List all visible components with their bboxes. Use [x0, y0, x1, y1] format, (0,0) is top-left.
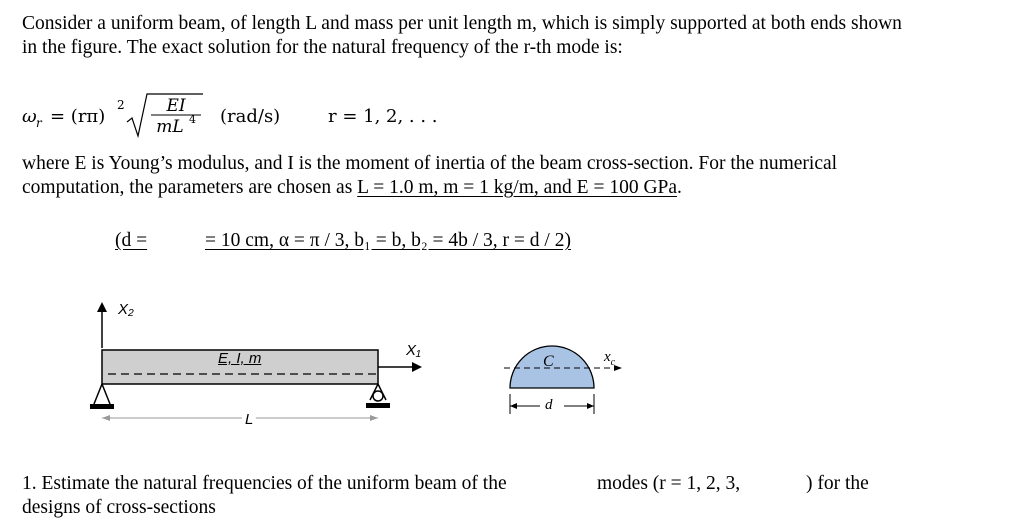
paragraph-2-line-2: [22, 176, 682, 200]
question-1-line-1-a: 1. Estimate the natural frequencies of the uniform beam of the: [22, 473, 507, 494]
parameter-values: L = 1.0 m, m = 1 kg/m, and E = 100 GPa: [357, 177, 678, 198]
paragraph-2-prefix: computation, the parameters are chosen as: [22, 177, 358, 198]
formula-unit: (rad/s): [220, 106, 281, 127]
length-label: L: [242, 411, 256, 428]
params-open: (d =: [115, 230, 148, 251]
formula-den-sup: 4: [189, 113, 196, 126]
width-label: d: [545, 397, 553, 413]
question-1-line-1-b: modes (r = 1, 2, 3,: [597, 473, 741, 494]
x1-label: X₁: [406, 342, 421, 359]
xc-label-sub: c: [610, 357, 616, 368]
paragraph-1-line-1: Consider a uniform beam, of length L and mass per unit length m, which is simply supported at both ends shown: [22, 13, 902, 34]
paragraph-2-suffix: .: [677, 177, 682, 198]
roller-support-right: [366, 384, 390, 408]
paragraph-1-line-2: in the figure. The exact solution for the natural frequency of the r-th mode is:: [22, 37, 623, 58]
x2-axis-arrow: [97, 302, 107, 348]
formula-numerator: EI: [166, 96, 186, 116]
x1-axis-arrow: [378, 362, 422, 372]
pin-support-left: [90, 384, 114, 409]
question-1-line-1-c: ) for the: [806, 473, 869, 494]
xc-label-main: x: [604, 349, 611, 365]
beam-figure: [80, 300, 440, 440]
cross-section-figure: [500, 330, 630, 425]
length-dimension: [102, 415, 378, 421]
params-rest: = 10 cm, α = π / 3, b₁ = b, b₂ = 4b / 3, r = d / 2): [205, 230, 571, 251]
formula-omega-sub: r: [36, 116, 42, 130]
formula-omega: ω: [22, 106, 37, 127]
formula-square: 2: [117, 98, 125, 112]
xc-label: [604, 349, 615, 368]
beam-property-label: E, I, m: [218, 350, 262, 367]
x2-label: X₂: [118, 301, 134, 318]
formula-denominator: mL: [156, 117, 184, 137]
centroid-label: C: [543, 353, 554, 370]
formula-rpi: = (rπ): [50, 106, 106, 127]
question-1-line-2: designs of cross-sections: [22, 497, 216, 518]
formula-r-range: r = 1, 2, . . .: [328, 106, 438, 127]
paragraph-2-line-1: where E is Young’s modulus, and I is the moment of inertia of the beam cross-section. For the numerical: [22, 153, 838, 174]
